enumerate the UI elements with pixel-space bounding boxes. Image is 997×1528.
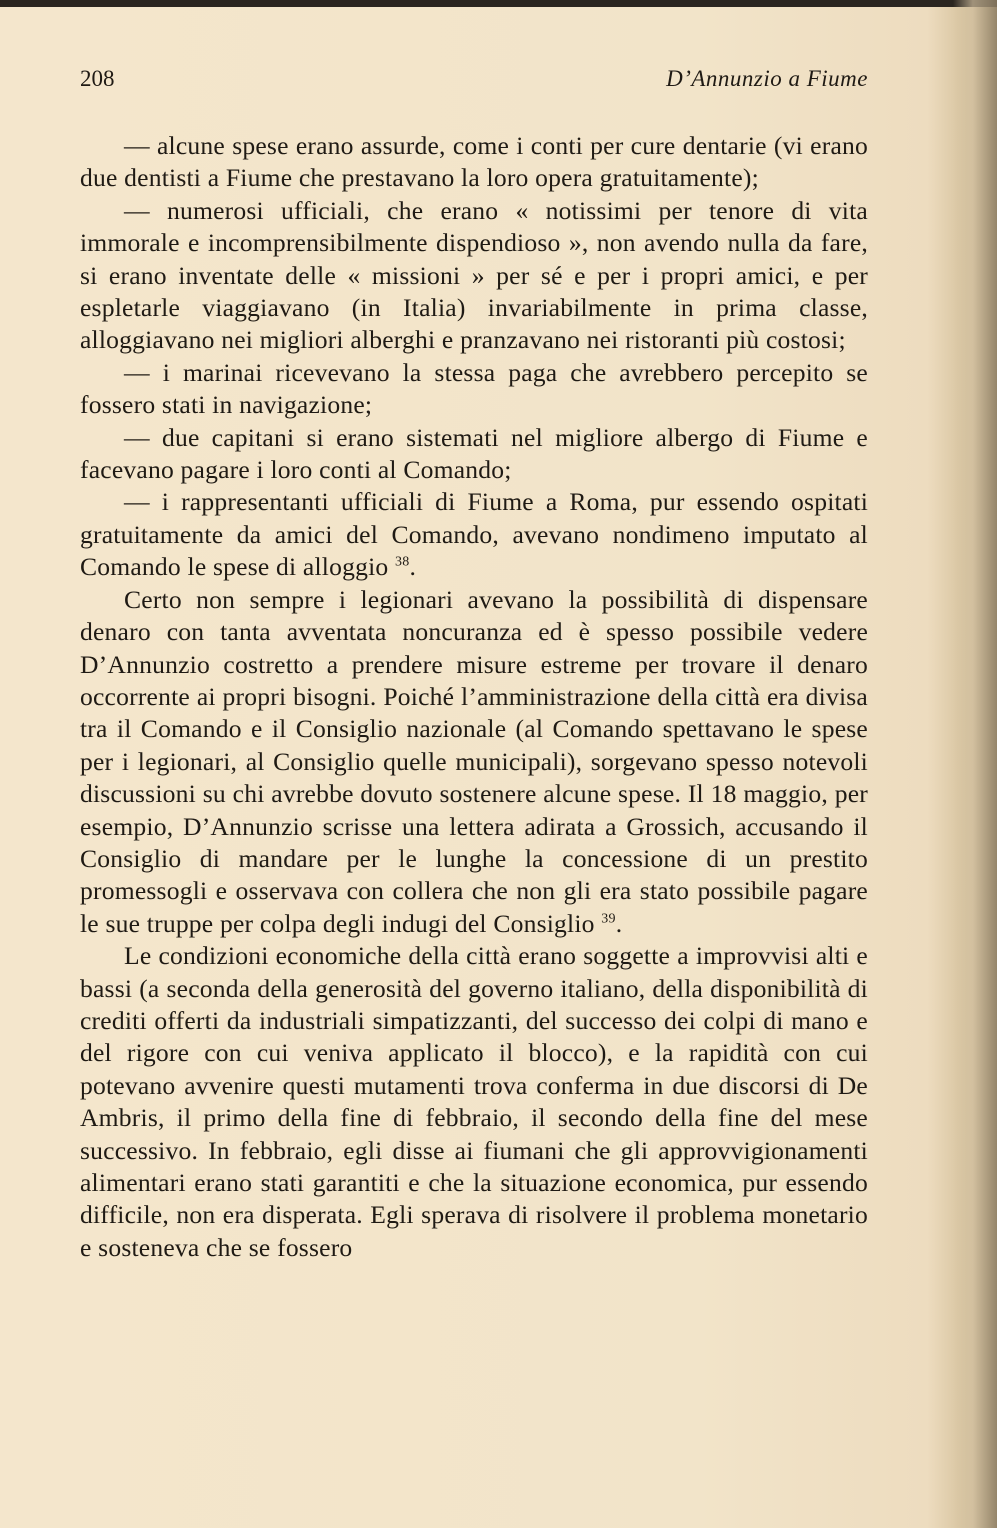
paragraph: Certo non sempre i legionari avevano la possibilità di dispensare denaro con tanta avventata noncuranza ed è spesso possibile vedere D’Annunzio costretto a prendere misure estreme per trovare il denaro occorrente ai propri bisogni. Poiché l’amministrazione della città era divisa tra il Comando e il Consiglio nazionale (al Comando spettavano le spese per i legionari, al Consiglio quelle municipali), sorgevano spesso notevoli discussioni su chi avrebbe dovuto sostenere alcune spese. Il 18 maggio, per esempio, D’Annunzio scrisse una lettera adirata a Grossich, accusando il Consiglio di mandare per le lunghe la concessione di un prestito promessogli e osservava con collera che non gli era stato possibile pagare le sue truppe per colpa degli indugi del Consiglio $^{39}$.: [80, 584, 868, 938]
footnote-ref: 39: [601, 911, 616, 927]
page-header: [80, 66, 868, 102]
paragraph: — i rappresentanti ufficiali di Fiume a Roma, pur essendo ospitati gratuitamente da amici del Comando, avevano nondimeno imputato al Comando le spese di alloggio $^{38}$.: [80, 487, 868, 582]
paragraph: — i marinai ricevevano la stessa paga che avrebbero percepito se fossero stati in navigazione;: [80, 357, 868, 420]
footnote-ref: 38: [395, 554, 410, 570]
paragraph: — due capitani si erano sistemati nel migliore albergo di Fiume e facevano pagare i loro conti al Comando;: [80, 422, 868, 485]
scan-top-edge: [0, 0, 997, 7]
paragraph: Le condizioni economiche della città erano soggette a improvvisi alti e bassi (a seconda della generosità del governo italiano, della disponibilità di crediti offerti da industriali simpatizzanti, del successo dei colpi di mano e del rigore con cui veniva applicato il blocco), e la rapidità con cui potevano avvenire questi mutamenti trova conferma in due discorsi di De Ambris, il primo della fine di febbraio, il secondo della fine del mese successivo. In febbraio, egli disse ai fiumani che gli approvvigionamenti alimentari erano stati garantiti e che la situazione economica, pur essendo difficile, non era disperata. Egli sperava di risolvere il problema monetario e sosteneva che se fossero: [80, 941, 868, 1262]
page-number: 208: [80, 66, 115, 91]
body-text: [80, 130, 868, 1264]
book-spine-shadow: [953, 0, 997, 1528]
paragraph: — alcune spese erano assurde, come i conti per cure dentarie (vi erano due dentisti a Fiume che prestavano la loro opera gratuitamente);: [80, 131, 868, 193]
paragraph: — numerosi ufficiali, che erano « notissimi per tenore di vita immorale e incomprensibilmente dispendioso », non avendo nulla da fare, si erano inventate delle « missioni » per sé e per i propri amici, e per espletarle viaggiavano (in Italia) invariabilmente in prima classe, alloggiavano nei migliori alberghi e pranzavano nei ristoranti più costosi;: [80, 195, 868, 355]
running-title: D’Annunzio a Fiume: [666, 66, 868, 91]
